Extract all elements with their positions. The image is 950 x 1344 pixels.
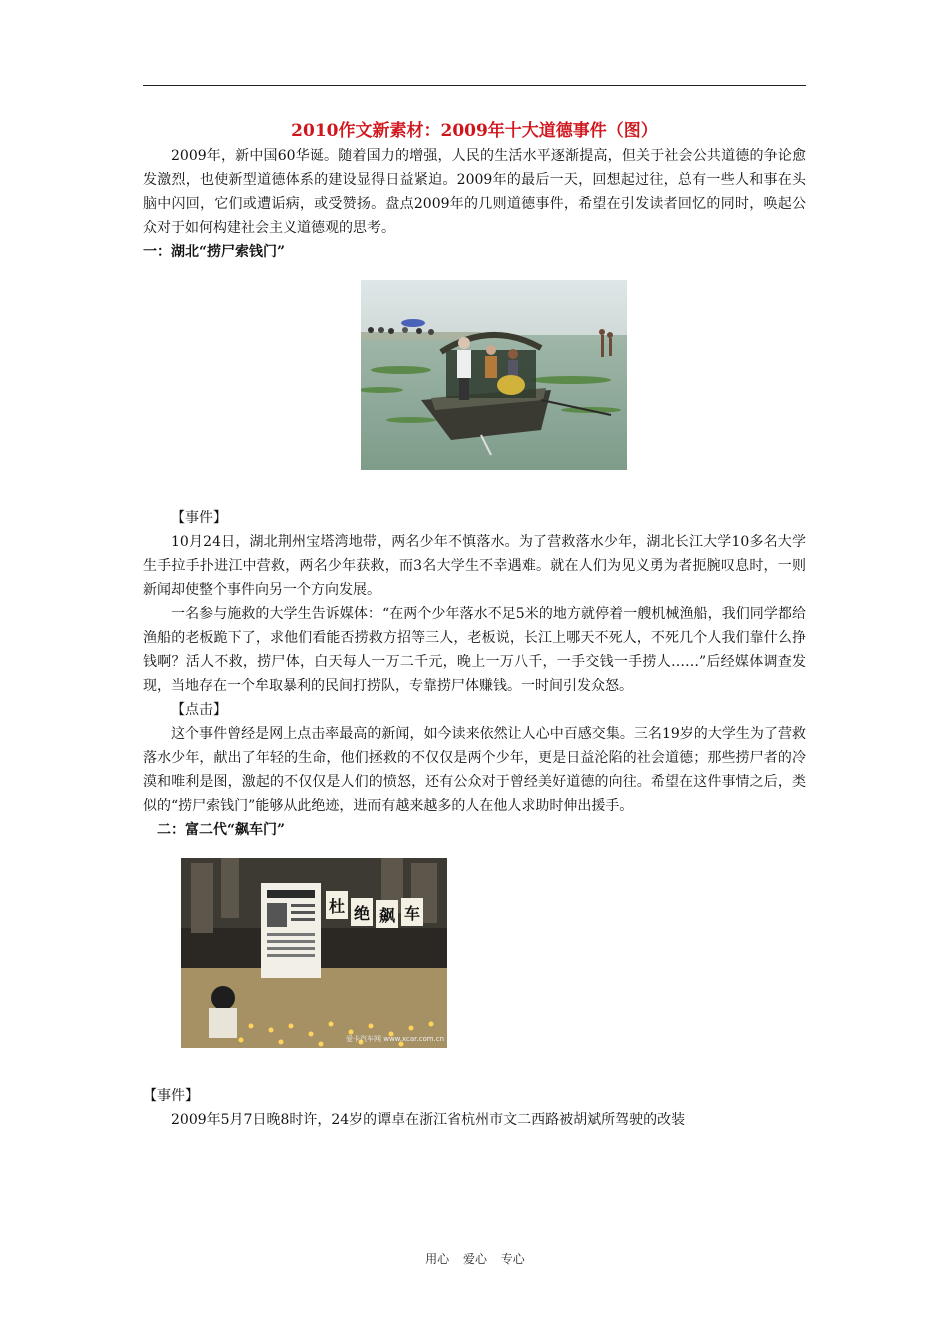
boat-photo: [361, 280, 627, 470]
boat-photo-svg: [361, 280, 627, 470]
sign-char-2: 绝: [353, 904, 371, 923]
section1-event-p1: 10月24日，湖北荆州宝塔湾地带，两名少年不慎落水。为了营救落水少年，湖北长江大学10多名大学生手拉手扑进江中营救，两名少年获救，而3名大学生不幸遇难。就在人们为见义勇为者扼腕叹息时，一则新闻却使整个事件向另一个方向发展。: [143, 534, 806, 598]
section1-comment-paragraph: 这个事件曾经是网上点击率最高的新闻，如今读来依然让人心中百感交集。三名19岁的大学生为了营救落水少年，献出了年轻的生命，他们拯救的不仅仅是两个少年，更是日益沦陷的社会道德；那些捞尸者的冷漠和唯利是图，激起的不仅仅是人们的愤怒，还有公众对于曾经美好道德的向往。希望在这件事情之后，类似的“捞尸索钱门”能够从此绝迹，进而有越来越多的人在他人求助时伸出援手。: [143, 726, 806, 814]
document-title: 2010作文新素材：2009年十大道德事件（图）: [291, 121, 658, 141]
section1-event-p2: 一名参与施救的大学生告诉媒体：“在两个少年落水不足5米的地方就停着一艘机械渔船，我们同学都给渔船的老板跪下了，求他们看能否捞救方招等三人，老板说，长江上哪天不死人，不死几个人我们靠什么挣钱啊？活人不救，捞尸体，白天每人一万二千元，晚上一万八千，一手交钱一手捞人……”后经媒体调查发现，当地存在一个牟取暴利的民间打捞队，专靠捞尸体赚钱。一时间引发众怒。: [143, 606, 806, 694]
photo-watermark: 爱卡汽车网 www.xcar.com.cn: [346, 1035, 445, 1043]
sign-char-3: 飙: [378, 906, 396, 925]
section1-event-tag: 【事件】: [171, 510, 227, 526]
section1-heading: 一：湖北“捞尸索钱门”: [143, 244, 286, 260]
page-footer: 用心 爱心 专心: [425, 1252, 525, 1266]
header-rule: [143, 85, 806, 86]
section2-event-p1: 2009年5月7日晚8时许，24岁的谭卓在浙江省杭州市文二西路被胡斌所驾驶的改装: [171, 1112, 686, 1128]
section2-heading: 二：富二代“飙车门”: [157, 822, 286, 838]
protest-photo: [181, 858, 447, 1048]
document-body: [143, 118, 806, 1132]
sign-char-4: 车: [403, 904, 421, 923]
section1-comment-tag: 【点击】: [171, 702, 227, 718]
section2-event-tag: 【事件】: [143, 1088, 199, 1104]
intro-paragraph: 2009年，新中国60华诞。随着国力的增强，人民的生活水平逐渐提高，但关于社会公共道德的争论愈发激烈，也使新型道德体系的建设显得日益紧迫。2009年的最后一天，回想起过往，总有一些人和事在头脑中闪回，它们或遭诟病，或受赞扬。盘点2009年的几则道德事件，希望在引发读者回忆的同时，唤起公众对于如何构建社会主义道德观的思考。: [143, 148, 806, 236]
protest-photo-svg: [181, 858, 447, 1048]
sign-char-1: 杜: [328, 897, 346, 916]
